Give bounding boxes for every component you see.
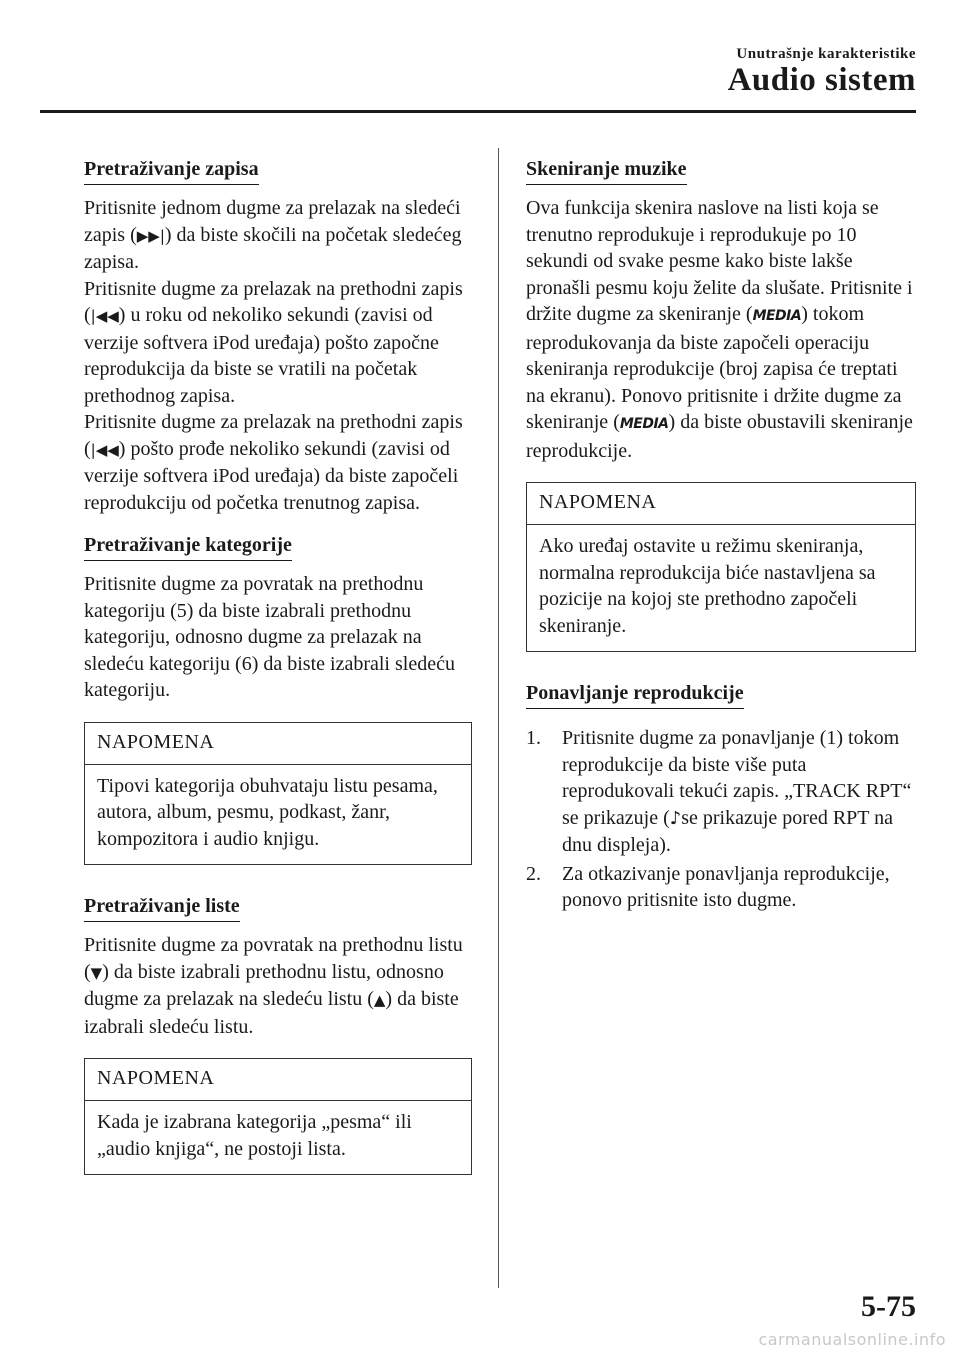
- paragraph: [84, 195, 472, 516]
- text: ) da biste obustavili skeniranje reprodukcije.: [526, 411, 913, 462]
- text: ) da biste izabrali prethodnu listu, odnosno dugme za prelazak na sledeću listu (: [84, 960, 444, 1010]
- heading-repeat-playback: Ponavljanje reprodukcije: [526, 682, 744, 709]
- note-title: NAPOMENA: [527, 483, 915, 525]
- text: Pritisnite dugme za prelazak na prethodni zapis (: [84, 277, 463, 326]
- heading-track-search: Pretraživanje zapisa: [84, 158, 259, 185]
- text: ) da biste izabrali sledeću listu.: [84, 988, 459, 1038]
- note-body: Kada je izabrana kategorija „pesma“ ili „audio knjiga“, ne postoji lista.: [97, 1111, 412, 1160]
- note-box: [84, 1058, 472, 1175]
- header-title: Audio sistem: [727, 62, 916, 98]
- header-section-label: Unutrašnje karakteristike: [736, 46, 916, 62]
- note-box: [526, 482, 916, 652]
- text: Pritisnite dugme za povratak na prethodnu listu (: [84, 934, 463, 983]
- watermark: carmanualsonline.info: [758, 1330, 946, 1349]
- heading-list-search: Pretraživanje liste: [84, 895, 240, 922]
- media-button-icon: MEDIA: [619, 416, 669, 432]
- list-item: [526, 725, 916, 859]
- previous-track-icon: |◀◀: [90, 307, 119, 325]
- paragraph: [84, 932, 472, 1040]
- note-box: [84, 722, 472, 866]
- next-track-icon: ▶▶|: [136, 226, 165, 245]
- text: Pritisnite jednom dugme za prelazak na sledeći zapis (: [84, 197, 461, 246]
- note-title: NAPOMENA: [85, 723, 471, 765]
- text: ) u roku od nekoliko sekundi (zavisi od verzije softvera iPod uređaja) pošto započne reprodukcija da biste se vratili na početak prethodnog zapisa.: [84, 304, 439, 407]
- text: ) da biste skočili na početak sledećeg zapisa.: [84, 223, 462, 273]
- text: Pritisnite dugme za prelazak na prethodni zapis (: [84, 411, 463, 460]
- text: Pritisnite dugme za ponavljanje (1) tokom reprodukcije da biste više puta reprodukovali tekući zapis. „TRACK RPT“ se prikazuje (: [562, 727, 912, 829]
- step-number: 2.: [526, 862, 541, 885]
- list-item: [526, 861, 916, 914]
- column-divider: [498, 148, 499, 1288]
- heading-music-scan: Skeniranje muzike: [526, 158, 687, 185]
- previous-track-icon: |◀◀: [90, 440, 119, 459]
- step-number: 1.: [526, 727, 541, 749]
- note-title: NAPOMENA: [85, 1059, 471, 1101]
- text: Za otkazivanje ponavljanja reprodukcije, ponovo pritisnite isto dugme.: [562, 862, 890, 911]
- paragraph: Pritisnite dugme za povratak na prethodnu kategoriju (5) da biste izabrali prethodnu kategoriju, odnosno dugme za prelazak na sledeću kategoriju (6) da biste izabrali sledeću kategoriju.: [84, 573, 455, 701]
- header-rule: [40, 110, 916, 113]
- note-body: Ako uređaj ostavite u režimu skeniranja, normalna reprodukcija biće nastavljena sa pozicije na kojoj ste prethodno započeli skeniranje.: [539, 535, 876, 637]
- text: Ova funkcija skenira naslove na listi koja se trenutno reprodukuje i reprodukuje po 10 sekundi od svake pesme kako biste lakše pronašli pesmu koju želite da slušate. Pritisnite i držite dugme za skeniranje (: [526, 197, 913, 325]
- music-note-icon: ♪: [669, 807, 682, 829]
- note-body: Tipovi kategorija obuhvataju listu pesama, autora, album, pesmu, podkast, žanr, kompozitora i audio knjigu.: [97, 774, 438, 850]
- left-column: [84, 158, 472, 1205]
- paragraph: [526, 195, 916, 464]
- steps-list: [526, 725, 916, 914]
- media-button-icon: MEDIA: [752, 308, 802, 324]
- text: ) tokom reprodukovanja da biste započeli operaciju skeniranja reprodukcije (broj zapisa će treptati na ekranu). Ponovo pritisnite i držite dugme za skeniranje (: [526, 303, 902, 433]
- heading-category-search: Pretraživanje kategorije: [84, 534, 292, 561]
- text: ) pošto prođe nekoliko sekundi (zavisi od verzije softvera iPod uređaja) da biste započeli reprodukciju od početka trenutnog zapisa.: [84, 437, 459, 514]
- down-arrow-icon: ▼: [90, 963, 103, 982]
- text: se prikazuje pored RPT na dnu displeja).: [562, 806, 894, 856]
- right-column: [526, 158, 916, 916]
- up-arrow-icon: ▲: [373, 991, 386, 1009]
- page-number: 5-75: [861, 1290, 916, 1323]
